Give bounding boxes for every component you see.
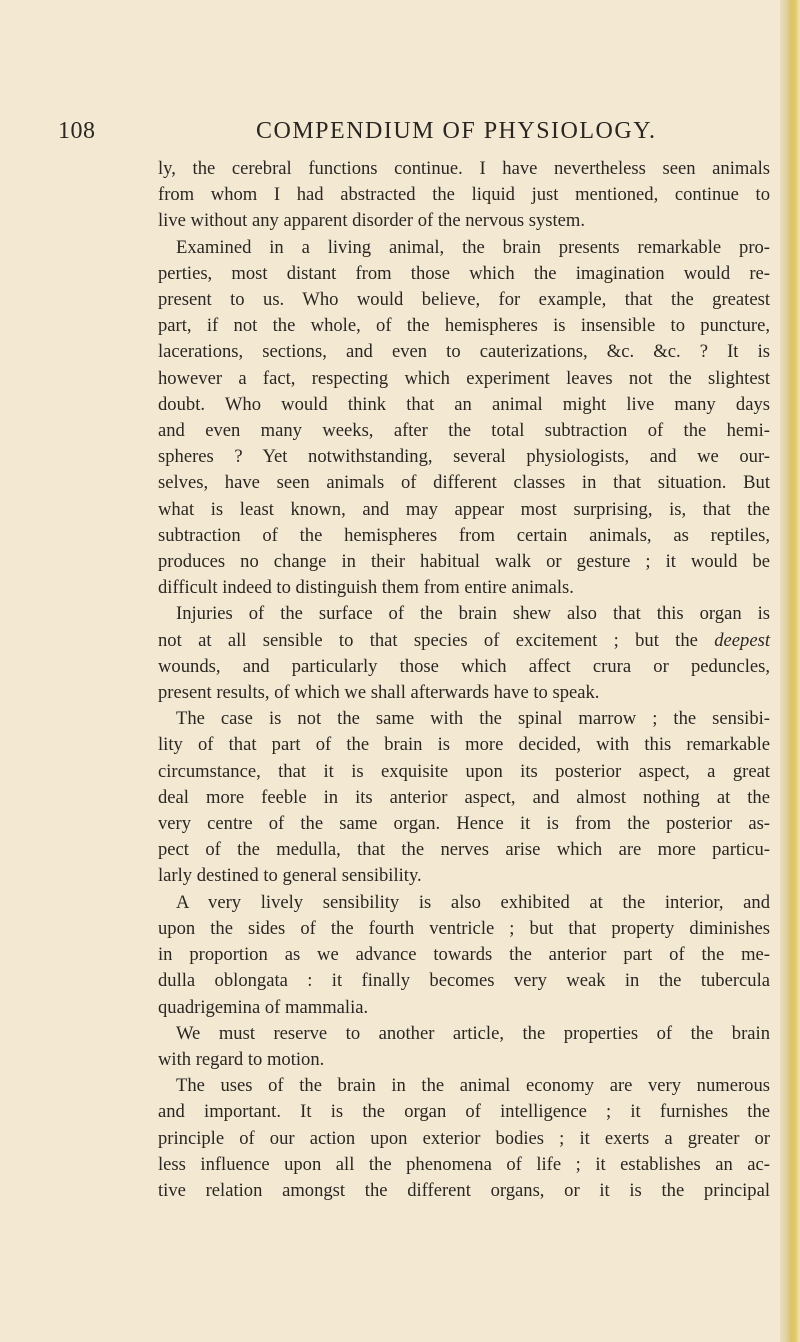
- page-number: 108: [58, 118, 96, 144]
- text-line: present to us. Who would believe, for example, that the greatest: [158, 289, 770, 311]
- text-line: what is least known, and may appear most surprising, is, that the: [158, 498, 770, 520]
- text-line: selves, have seen animals of different classes in that situation. But: [158, 472, 770, 494]
- text-line: doubt. Who would think that an animal might live many days: [158, 393, 770, 415]
- text-line: larly destined to general sensibility.: [158, 865, 422, 887]
- text-line: subtraction of the hemispheres from certain animals, as reptiles,: [158, 524, 770, 546]
- text-line: present results, of which we shall afterwards have to speak.: [158, 682, 600, 704]
- text-line: Examined in a living animal, the brain presents remarkable pro-: [176, 236, 770, 258]
- text-line: The uses of the brain in the animal economy are very numerous: [176, 1075, 770, 1097]
- body-text: [158, 156, 770, 1204]
- text-line: The case is not the same with the spinal marrow ; the sensibi-: [176, 708, 770, 730]
- text-line: [158, 628, 770, 654]
- text-line: dulla oblongata : it finally becomes very weak in the tubercula: [158, 970, 770, 992]
- text-line: less influence upon all the phenomena of life ; it establishes an ac-: [158, 1153, 770, 1175]
- text-line: Injuries of the surface of the brain shew also that this organ is: [176, 603, 770, 625]
- text-segment: not at all sensible to that species of excitement ; but the: [158, 629, 698, 651]
- text-line: wounds, and particularly those which affect crura or peduncles,: [158, 655, 770, 677]
- text-line: circumstance, that it is exquisite upon its posterior aspect, a great: [158, 760, 770, 782]
- text-line: difficult indeed to distinguish them from entire animals.: [158, 577, 574, 599]
- text-line: and important. It is the organ of intelligence ; it furnishes the: [158, 1101, 770, 1123]
- text-line: spheres ? Yet notwithstanding, several physiologists, and we our-: [158, 446, 770, 468]
- text-line: lacerations, sections, and even to cauterizations, &c. &c. ? It is: [158, 341, 770, 363]
- text-line: live without any apparent disorder of the nervous system.: [158, 210, 586, 232]
- text-line: perties, most distant from those which the imagination would re-: [158, 262, 770, 284]
- text-line: part, if not the whole, of the hemispheres is insensible to puncture,: [158, 315, 770, 337]
- text-line: ly, the cerebral functions continue. I have nevertheless seen animals: [158, 158, 770, 179]
- text-line: lity of that part of the brain is more decided, with this remarkable: [158, 734, 770, 756]
- text-line: upon the sides of the fourth ventricle ; but that property diminishes: [158, 917, 770, 939]
- text-line: A very lively sensibility is also exhibited at the interior, and: [176, 891, 770, 913]
- text-line: pect of the medulla, that the nerves arise which are more particu-: [158, 839, 770, 861]
- text-line: produces no change in their habitual walk or gesture ; it would be: [158, 551, 770, 573]
- text-line: very centre of the same organ. Hence it is from the posterior as-: [158, 813, 770, 835]
- page-edge: [780, 0, 800, 1342]
- text-line: principle of our action upon exterior bodies ; it exerts a greater or: [158, 1127, 770, 1149]
- text-line: tive relation amongst the different organs, or it is the principal: [158, 1179, 770, 1201]
- text-line: however a fact, respecting which experiment leaves not the slightest: [158, 367, 770, 389]
- emphasized-word: deepest: [714, 629, 770, 651]
- text-line: with regard to motion.: [158, 1048, 325, 1070]
- text-line: in proportion as we advance towards the anterior part of the me-: [158, 944, 770, 966]
- text-line: quadrigemina of mammalia.: [158, 996, 369, 1018]
- running-title: COMPENDIUM OF PHYSIOLOGY.: [256, 118, 657, 144]
- text-line: We must reserve to another article, the properties of the brain: [176, 1022, 770, 1044]
- text-line: and even many weeks, after the total subtraction of the hemi-: [158, 420, 770, 442]
- text-line: from whom I had abstracted the liquid just mentioned, continue to: [158, 184, 770, 206]
- text-line: deal more feeble in its anterior aspect, and almost nothing at the: [158, 786, 770, 808]
- running-head: [0, 118, 780, 152]
